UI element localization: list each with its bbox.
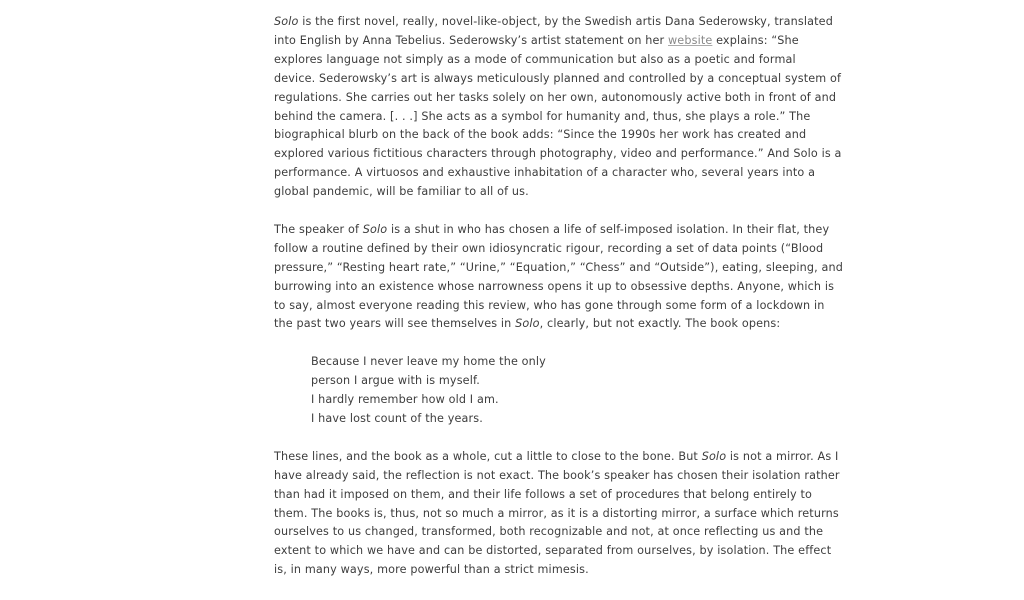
text-line: ourselves to us changed, transformed, both recognizable and not, at once reflecting us and the [274, 525, 824, 539]
text-line: explores language not simply as a mode of communication but also as a poetic and formal [274, 52, 796, 66]
text-line: is, in many ways, more powerful than a strict mimesis. [274, 563, 589, 577]
text-line: Solo is the first novel, really, novel-like-object, by the Swedish artis Dana Sederowsky, translated [274, 15, 833, 28]
text-line: into English by Anna Tebelius. Sederowsky’s artist statement on her website explains: “She [274, 33, 799, 47]
text-line: to say, almost everyone reading this review, who has gone through some form of a lockdown in [274, 298, 825, 312]
quote-line: I hardly remember how old I am. [311, 393, 499, 407]
text-line: than had it imposed on them, and their life follows a set of procedures that belong entirely to [274, 487, 813, 501]
quote-line: Because I never leave my home the only [311, 355, 546, 369]
text-line: performance. A virtuosos and exhaustive inhabitation of a character who, several years into a [274, 166, 816, 180]
text-line: behind the camera. [. . .] She acts as a symbol for humanity and, thus, she plays a role.” The [274, 109, 811, 123]
text-line: the past two years will see themselves in Solo, clearly, but not exactly. The book opens: [274, 317, 781, 331]
paragraph-3 [274, 448, 840, 580]
paragraph-1 [274, 13, 842, 202]
article-body [274, 13, 844, 599]
text-line: pressure,” “Resting heart rate,” “Urine,” “Equation,” “Chess” and “Outside”), eating, sleeping, and [274, 260, 844, 274]
text-line: have already said, the reflection is not exact. The book’s speaker has chosen their isolation rather [274, 468, 840, 482]
book-title: Solo [274, 15, 299, 28]
book-title: Solo [701, 449, 727, 463]
book-title: Solo [362, 222, 388, 236]
text-line: biographical blurb on the back of the book adds: “Since the 1990s her work has created and [274, 128, 807, 142]
website-link[interactable]: website [668, 33, 713, 47]
text-line: follow a routine defined by their own idiosyncratic rigour, recording a set of data points (“Blood [274, 241, 824, 255]
text-line: burrowing into an existence whose narrowness opens it up to obsessive depths. Anyone, which is [274, 279, 835, 293]
text-line: global pandemic, will be familiar to all of us. [274, 185, 529, 199]
text-line: device. Sederowsky’s art is always meticulously planned and controlled by a conceptual system of [274, 71, 842, 85]
text-line: extent to which we have and can be distorted, separated from ourselves, by isolation. The effect [274, 544, 832, 558]
text-line: them. The books is, thus, not so much a mirror, as it is a distorting mirror, a surface which returns [274, 506, 839, 520]
block-quote [274, 353, 834, 429]
text-line: The speaker of Solo is a shut in who has chosen a life of self-imposed isolation. In their flat, they [274, 222, 830, 236]
quote-line: I have lost count of the years. [311, 412, 483, 425]
quote-line: person I argue with is myself. [311, 374, 480, 388]
text-line: explored various fictitious characters through photography, video and performance.” And Solo is a [274, 147, 842, 161]
book-title: Solo [515, 317, 540, 331]
text-line: These lines, and the book as a whole, cut a little to close to the bone. But Solo is not a mirror. As I [274, 449, 839, 463]
paragraph-2 [274, 221, 844, 334]
text-line: regulations. She carries out her tasks solely on her own, autonomously active both in front of and [274, 90, 837, 104]
